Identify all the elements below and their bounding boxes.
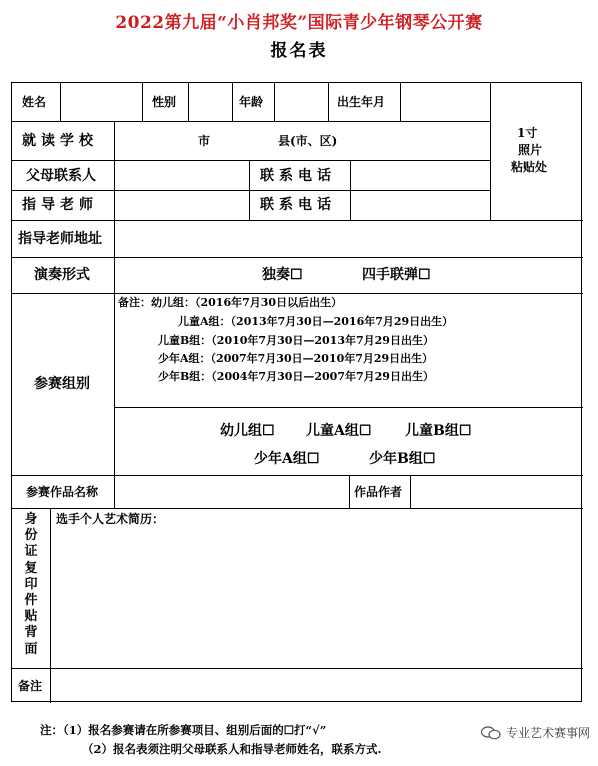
rule-v-label-top [114, 121, 115, 220]
school-city: 市 [198, 134, 211, 148]
rule-v-phone-l [249, 160, 250, 220]
photo-text: 照片 [518, 143, 543, 157]
rule-v-age-r [274, 83, 275, 121]
watermark [481, 724, 590, 741]
rule-row6 [12, 293, 583, 294]
rule-row5 [12, 257, 583, 258]
registration-form [11, 82, 582, 702]
group-note-teen-a: 少年A组：（2007年7月30日—2010年7月29日出生） [158, 352, 434, 365]
rule-row7 [12, 475, 583, 476]
resume-label: 选手个人艺术简历： [56, 512, 165, 526]
photo-paste: 粘贴处 [511, 160, 548, 174]
parent-phone-label: 联系电话 [260, 168, 336, 184]
gender-label: 性别 [152, 95, 177, 109]
birth-label: 出生年月 [337, 95, 386, 109]
remark-label: 备注 [18, 679, 43, 693]
group-note-kindergarten: 备注：幼儿组：（2016年7月30日以后出生） [118, 296, 343, 309]
rule-v-work-r [410, 475, 411, 508]
rule-v-photo [490, 83, 491, 220]
group-note-child-a: 儿童A组：（2013年7月30日—2016年7月29日出生） [178, 315, 454, 328]
photo-size: 1寸 [517, 126, 538, 140]
age-label: 年龄 [239, 95, 264, 109]
rule-row3 [12, 190, 490, 191]
work-name-label: 参赛作品名称 [26, 485, 99, 499]
id-copy-label: 身份证复印件贴背面 [24, 512, 38, 657]
rule-v-bottom [50, 508, 51, 703]
footer-note-2: （2）报名表须注明父母联系人和指导老师姓名，联系方式. [82, 742, 382, 756]
rule-v-birth-r [400, 83, 401, 121]
option-child-a[interactable]: 儿童A组☐ [306, 423, 372, 439]
rule-v-label-mid [114, 220, 115, 508]
watermark-text: 专业艺术赛事网 [505, 726, 590, 740]
rule-v-birth-l [328, 83, 329, 121]
rule-v-work-l [349, 475, 350, 508]
group-label: 参赛组别 [34, 376, 90, 392]
group-note-child-b: 儿童B组：（2010年7月30日—2013年7月29日出生） [158, 334, 434, 347]
footer-note-1: 注：（1）报名参赛请在所参赛项目、组别后面的☐打“√” [40, 723, 327, 737]
solo-option[interactable]: 独奏☐ [262, 267, 303, 283]
rule-v-name [60, 83, 61, 121]
option-kindergarten[interactable]: 幼儿组☐ [220, 423, 275, 439]
parent-label: 父母联系人 [26, 168, 96, 184]
wechat-icon [481, 726, 501, 740]
teacher-phone-label: 联系电话 [260, 197, 336, 213]
option-teen-a[interactable]: 少年A组☐ [254, 451, 320, 467]
rule-v-gender-r [188, 83, 189, 121]
rule-row1 [12, 121, 490, 122]
rule-row9 [12, 668, 583, 669]
teacher-label: 指导老师 [22, 197, 98, 213]
rule-group-split [114, 407, 583, 408]
rule-v-age-l [232, 83, 233, 121]
form-subtitle: 报名表 [270, 41, 328, 61]
form-title: 2022第九届“小肖邦奖”国际青少年钢琴公开赛 [115, 13, 483, 33]
rule-row2 [12, 160, 490, 161]
group-note-teen-b: 少年B组：（2004年7月30日—2007年7月29日出生） [158, 370, 434, 383]
rule-v-gender-l [142, 83, 143, 121]
option-teen-b[interactable]: 少年B组☐ [369, 451, 436, 467]
rule-row8 [12, 508, 583, 509]
duet-option[interactable]: 四手联弹☐ [362, 267, 431, 283]
rule-v-phone-r [350, 160, 351, 220]
performance-label: 演奏形式 [34, 267, 90, 283]
school-county: 县(市、区) [278, 134, 338, 148]
rule-row4 [12, 220, 583, 221]
work-author-label: 作品作者 [354, 485, 403, 499]
name-label: 姓名 [22, 95, 47, 109]
teacher-address-label: 指导老师地址 [18, 231, 102, 247]
school-label: 就读学校 [22, 133, 98, 149]
option-child-b[interactable]: 儿童B组☐ [405, 423, 472, 439]
